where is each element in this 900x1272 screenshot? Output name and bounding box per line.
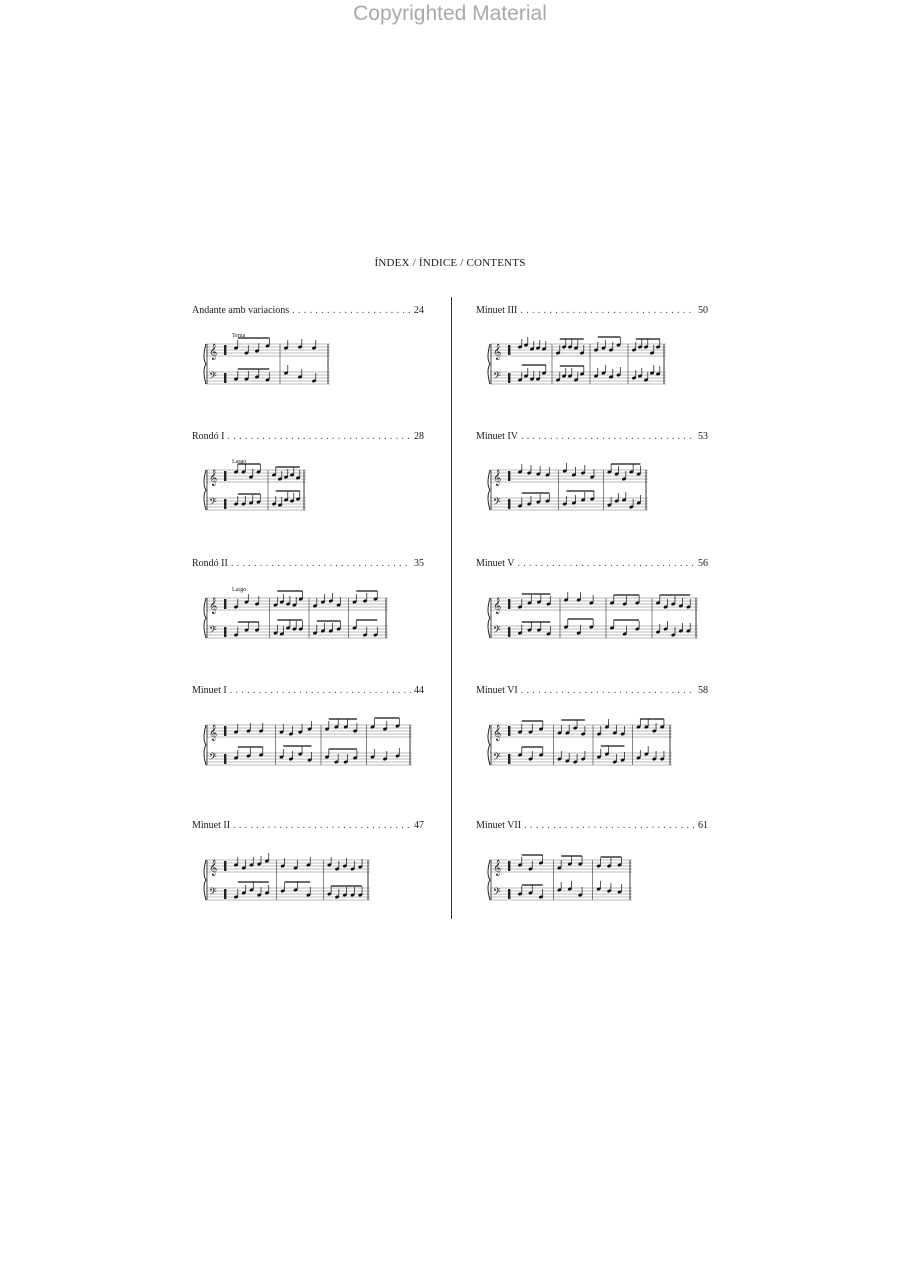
- music-staff: [202, 458, 308, 522]
- time-signature: [508, 627, 510, 637]
- entry-title: Minuet II: [192, 820, 231, 831]
- time-signature: [224, 861, 226, 871]
- column-divider: [451, 297, 452, 919]
- time-signature: [224, 889, 226, 899]
- treble-clef: 𝄞: [493, 725, 502, 741]
- entry-title: Minuet VI: [476, 685, 518, 696]
- time-signature: [508, 754, 510, 764]
- index-entry-minuet-6[interactable]: [476, 685, 708, 699]
- index-entry-andante[interactable]: [192, 305, 424, 319]
- index-entry-minuet-7[interactable]: [476, 820, 708, 834]
- time-signature: [508, 889, 510, 899]
- entry-page: 61: [698, 820, 708, 831]
- system-brace: [488, 470, 490, 510]
- index-entry-minuet-1[interactable]: [192, 685, 424, 699]
- bass-clef: 𝄢: [493, 624, 501, 638]
- bass-clef: 𝄢: [493, 886, 501, 900]
- time-signature: [508, 599, 510, 609]
- music-staff: [486, 848, 634, 912]
- system-brace: [488, 725, 490, 765]
- time-signature: [508, 373, 510, 383]
- music-staff: [486, 332, 668, 396]
- treble-clef: 𝄞: [493, 860, 502, 876]
- treble-clef: 𝄞: [209, 344, 218, 360]
- entry-title: Minuet I: [192, 685, 227, 696]
- tempo-marking: Largo: [232, 587, 247, 593]
- index-entry-rondo-2[interactable]: [192, 558, 424, 572]
- music-incipit-minuet-3: [486, 332, 668, 396]
- system-brace: [204, 470, 206, 510]
- bass-clef: 𝄢: [209, 751, 217, 765]
- page-title: ÍNDEX / ÍNDICE / CONTENTS: [374, 257, 526, 269]
- tempo-marking: Tema: [232, 333, 246, 339]
- music-incipit-minuet-1: [202, 713, 414, 777]
- system-brace: [204, 344, 206, 384]
- treble-clef: 𝄞: [493, 344, 502, 360]
- index-entry-minuet-4[interactable]: [476, 431, 708, 445]
- music-staff: [486, 458, 650, 522]
- entry-page: 47: [414, 820, 424, 831]
- index-entry-minuet-3[interactable]: [476, 305, 708, 319]
- system-brace: [488, 598, 490, 638]
- music-incipit-rondo-1: [202, 458, 308, 522]
- bass-clef: 𝄢: [493, 751, 501, 765]
- music-staff: [202, 848, 372, 912]
- system-brace: [488, 344, 490, 384]
- entry-page: 56: [698, 558, 708, 569]
- bass-clef: 𝄢: [493, 496, 501, 510]
- time-signature: [224, 499, 226, 509]
- time-signature: [224, 599, 226, 609]
- treble-clef: 𝄞: [209, 860, 218, 876]
- entry-page: 44: [414, 685, 424, 696]
- system-brace: [488, 860, 490, 900]
- entry-page: 58: [698, 685, 708, 696]
- entry-title: Minuet VII: [476, 820, 522, 831]
- entry-title: Minuet V: [476, 558, 515, 569]
- time-signature: [508, 726, 510, 736]
- time-signature: [508, 861, 510, 871]
- system-brace: [204, 860, 206, 900]
- time-signature: [508, 345, 510, 355]
- entry-page: 53: [698, 431, 708, 442]
- music-incipit-minuet-6: [486, 713, 674, 777]
- time-signature: [224, 726, 226, 736]
- bass-clef: 𝄢: [493, 370, 501, 384]
- music-incipit-rondo-2: [202, 586, 390, 650]
- treble-clef: 𝄞: [493, 470, 502, 486]
- entry-title: Rondó II: [192, 558, 228, 569]
- music-staff: [202, 332, 332, 396]
- bass-clef: 𝄢: [209, 624, 217, 638]
- bass-clef: 𝄢: [209, 886, 217, 900]
- time-signature: [224, 627, 226, 637]
- music-staff: [486, 713, 674, 777]
- entry-page: 24: [414, 305, 424, 316]
- time-signature: [508, 499, 510, 509]
- system-brace: [204, 725, 206, 765]
- entry-title: Rondó I: [192, 431, 225, 442]
- bass-clef: 𝄢: [209, 496, 217, 510]
- index-entry-minuet-5[interactable]: [476, 558, 708, 572]
- time-signature: [224, 373, 226, 383]
- time-signature: [224, 345, 226, 355]
- treble-clef: 𝄞: [493, 598, 502, 614]
- tempo-marking: Largo: [232, 459, 247, 465]
- entry-page: 28: [414, 431, 424, 442]
- music-incipit-minuet-5: [486, 586, 700, 650]
- music-staff: [486, 586, 700, 650]
- treble-clef: 𝄞: [209, 725, 218, 741]
- system-brace: [204, 598, 206, 638]
- index-entry-rondo-1[interactable]: [192, 431, 424, 445]
- music-incipit-minuet-4: [486, 458, 650, 522]
- music-staff: [202, 586, 390, 650]
- entry-page: 35: [414, 558, 424, 569]
- music-staff: [202, 713, 414, 777]
- entry-title: Minuet IV: [476, 431, 518, 442]
- music-incipit-andante: [202, 332, 332, 396]
- entry-title: Andante amb variacions: [192, 305, 290, 316]
- time-signature: [508, 471, 510, 481]
- watermark: Copyrighted Material: [353, 2, 547, 25]
- music-incipit-minuet-2: [202, 848, 372, 912]
- time-signature: [224, 471, 226, 481]
- entry-title: Minuet III: [476, 305, 518, 316]
- treble-clef: 𝄞: [209, 598, 218, 614]
- entry-page: 50: [698, 305, 708, 316]
- bass-clef: 𝄢: [209, 370, 217, 384]
- time-signature: [224, 754, 226, 764]
- treble-clef: 𝄞: [209, 470, 218, 486]
- index-entry-minuet-2[interactable]: [192, 820, 424, 834]
- music-incipit-minuet-7: [486, 848, 634, 912]
